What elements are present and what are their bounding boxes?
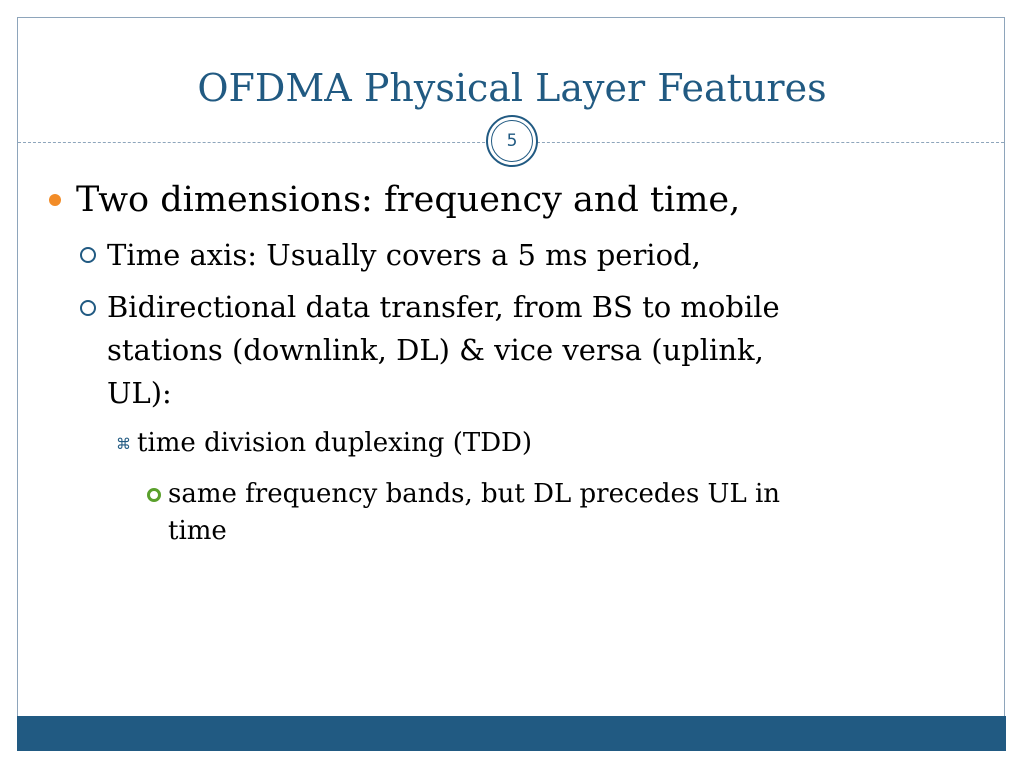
hollow-circle-icon	[80, 300, 96, 316]
hollow-circle-icon	[80, 247, 96, 263]
bullet-level4-line1: same frequency bands, but DL precedes UL in	[168, 479, 781, 509]
page-number-badge	[486, 115, 538, 167]
bullet-level3-tdd: time division duplexing (TDD)	[137, 428, 533, 458]
bullet-level2-bidirectional-line1: Bidirectional data transfer, from BS to mobile	[107, 290, 780, 324]
orange-dot-icon	[49, 194, 61, 206]
bullet-level4-line2: time	[168, 516, 227, 546]
bullet-level2-bidirectional-line2: stations (downlink, DL) & vice versa (uplink,	[107, 333, 764, 367]
green-ring-icon	[147, 488, 161, 502]
bullet-level2-time-axis: Time axis: Usually covers a 5 ms period,	[107, 238, 701, 272]
page-number: 5	[491, 120, 533, 162]
bullet-level2-bidirectional-line3: UL):	[107, 376, 172, 410]
footer-accent-bar	[17, 716, 1006, 751]
slide-title: OFDMA Physical Layer Features	[197, 66, 827, 110]
bullet-level1: Two dimensions: frequency and time,	[76, 180, 741, 220]
bowtie-x-icon: ⌘	[116, 435, 131, 453]
